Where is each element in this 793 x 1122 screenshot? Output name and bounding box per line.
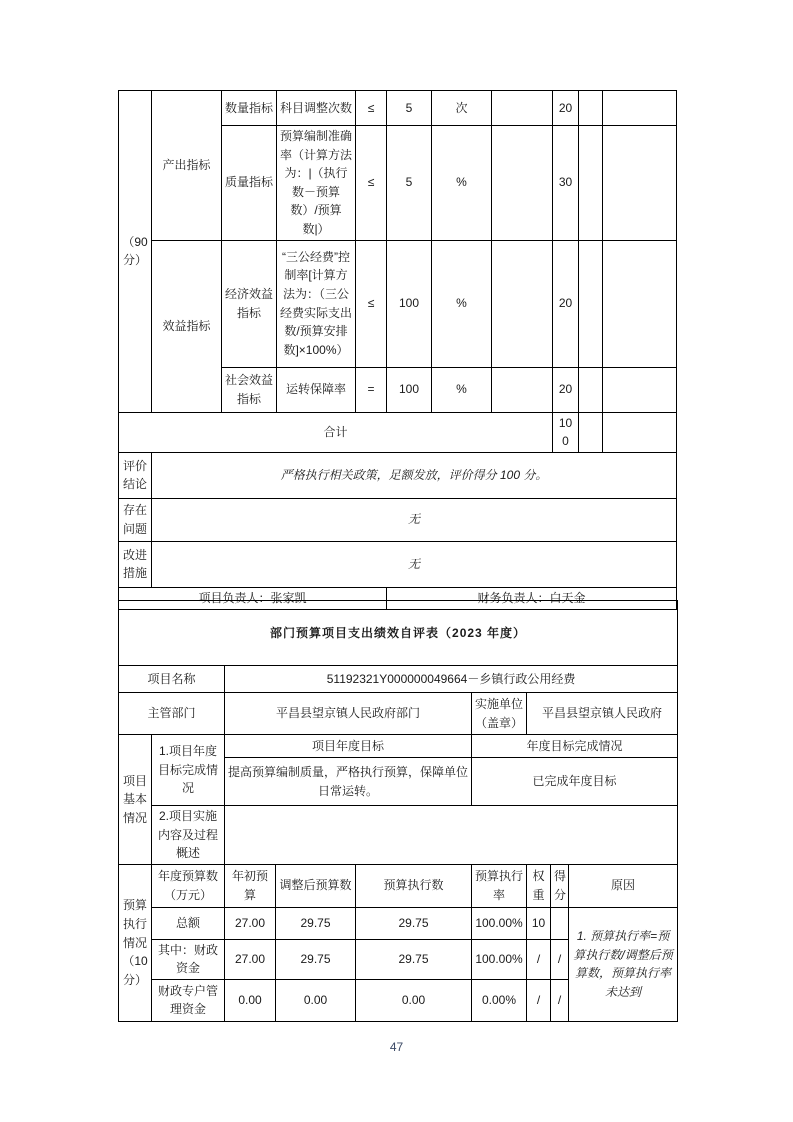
budget-rate-cell: 100.00% — [472, 939, 527, 979]
improvement-text: 无 — [152, 541, 677, 587]
indicator-blank-cell — [603, 126, 677, 241]
indicator-blank-cell — [603, 367, 677, 412]
indicator-blank-cell — [492, 240, 553, 367]
finance-manager-signature: 财务负责人：白天金 — [387, 587, 677, 609]
budget-row-label: 财政专户管理资金 — [152, 979, 225, 1021]
budget-weight-cell: / — [527, 939, 551, 979]
indicator-type-cell: 社会效益指标 — [222, 367, 277, 412]
indicator-op-cell: = — [356, 367, 387, 412]
indicator-unit-cell: % — [432, 367, 492, 412]
indicator-target-cell: 5 — [387, 91, 432, 126]
impl-unit-value: 平昌县望京镇人民政府 — [527, 693, 678, 735]
indicator-op-cell: ≤ — [356, 240, 387, 367]
project-name-label: 项目名称 — [119, 666, 225, 693]
budget-executed-cell: 29.75 — [356, 907, 472, 939]
header-executed-budget: 预算执行数 — [356, 864, 472, 907]
budget-adjusted-cell: 0.00 — [276, 979, 356, 1021]
indicator-blank-cell — [492, 126, 553, 241]
header-reason: 原因 — [569, 864, 678, 907]
goal-status-text: 已完成年度目标 — [472, 758, 678, 806]
indicator-blank-cell — [492, 91, 553, 126]
header-weight: 权重 — [527, 864, 551, 907]
budget-initial-cell: 27.00 — [225, 939, 276, 979]
indicator-blank-cell — [579, 126, 603, 241]
indicator-type-cell: 数量指标 — [222, 91, 277, 126]
indicator-target-cell: 100 — [387, 367, 432, 412]
header-execution-rate: 预算执行率 — [472, 864, 527, 907]
benefit-category-cell: 效益指标 — [152, 240, 222, 412]
budget-rate-cell: 100.00% — [472, 907, 527, 939]
indicator-name-cell: 科目调整次数 — [277, 91, 356, 126]
budget-rate-cell: 0.00% — [472, 979, 527, 1021]
indicator-blank-cell — [579, 240, 603, 367]
impl-unit-label: 实施单位（盖章） — [472, 693, 527, 735]
indicator-score-cell: 20 — [553, 240, 579, 367]
performance-indicator-table — [118, 90, 677, 610]
indicator-unit-cell: % — [432, 240, 492, 367]
budget-row-label: 其中：财政资金 — [152, 939, 225, 979]
budget-weight-cell: 10 — [527, 907, 551, 939]
problems-label: 存在问题 — [119, 498, 152, 541]
project-name-value: 51192321Y000000049664－乡镇行政公用经费 — [225, 666, 678, 693]
reason-cell: 1. 预算执行率=预算执行数/调整后预算数，预算执行率未达到 — [569, 907, 678, 1021]
budget-score-cell: / — [551, 939, 569, 979]
budget-weight-cell: / — [527, 979, 551, 1021]
impl-desc-label: 2.项目实施内容及过程概述 — [152, 806, 225, 865]
budget-score-cell: / — [551, 979, 569, 1021]
improvement-label: 改进措施 — [119, 541, 152, 587]
indicator-blank-cell — [579, 412, 603, 452]
budget-exec-label: 预算执行情况（10 分） — [119, 864, 152, 1021]
basic-info-label: 项目基本情况 — [119, 735, 152, 865]
total-label-cell: 合计 — [119, 412, 553, 452]
project-manager-signature: 项目负责人：张家凯 — [119, 587, 387, 609]
indicator-unit-cell: % — [432, 126, 492, 241]
indicator-score-cell: 20 — [553, 91, 579, 126]
indicator-op-cell: ≤ — [356, 91, 387, 126]
indicator-target-cell: 5 — [387, 126, 432, 241]
conclusion-label: 评价结论 — [119, 452, 152, 498]
problems-text: 无 — [152, 498, 677, 541]
budget-row-label: 总额 — [152, 907, 225, 939]
budget-row-header: 年度预算数（万元） — [152, 864, 225, 907]
page-number: 47 — [389, 1040, 404, 1054]
total-score-cell: 100 — [553, 412, 579, 452]
conclusion-text: 严格执行相关政策，足额发放，评价得分 100 分。 — [152, 452, 677, 498]
section-score-cell: （90 分） — [119, 91, 152, 413]
header-score: 得分 — [551, 864, 569, 907]
annual-goal-header: 项目年度目标 — [225, 735, 472, 758]
indicator-type-cell: 经济效益指标 — [222, 240, 277, 367]
indicator-score-cell: 30 — [553, 126, 579, 241]
goal-status-header: 年度目标完成情况 — [472, 735, 678, 758]
indicator-blank-cell — [603, 240, 677, 367]
department-value: 平昌县望京镇人民政府部门 — [225, 693, 472, 735]
budget-initial-cell: 27.00 — [225, 907, 276, 939]
budget-score-cell — [551, 907, 569, 939]
budget-executed-cell: 0.00 — [356, 979, 472, 1021]
indicator-type-cell: 质量指标 — [222, 126, 277, 241]
table-title: 部门预算项目支出绩效自评表（2023 年度） — [119, 601, 678, 666]
indicator-blank-cell — [579, 367, 603, 412]
output-category-cell: 产出指标 — [152, 91, 222, 241]
annual-goal-text: 提高预算编制质量，严格执行预算，保障单位日常运转。 — [225, 758, 472, 806]
indicator-name-cell: 运转保障率 — [277, 367, 356, 412]
indicator-blank-cell — [603, 91, 677, 126]
budget-executed-cell: 29.75 — [356, 939, 472, 979]
header-initial-budget: 年初预算 — [225, 864, 276, 907]
indicator-blank-cell — [603, 412, 677, 452]
indicator-name-cell: “三公经费”控制率[计算方法为：（三公经费实际支出数/预算安排数]×100%） — [277, 240, 356, 367]
self-evaluation-table — [118, 600, 678, 1022]
impl-desc-value — [225, 806, 678, 865]
indicator-score-cell: 20 — [553, 367, 579, 412]
indicator-target-cell: 100 — [387, 240, 432, 367]
goal-row-label: 1.项目年度目标完成情况 — [152, 735, 225, 806]
indicator-unit-cell: 次 — [432, 91, 492, 126]
header-adjusted-budget: 调整后预算数 — [276, 864, 356, 907]
department-label: 主管部门 — [119, 693, 225, 735]
indicator-name-cell: 预算编制准确率（计算方法为：|（执行数－预算数）/预算数|） — [277, 126, 356, 241]
budget-initial-cell: 0.00 — [225, 979, 276, 1021]
indicator-blank-cell — [579, 91, 603, 126]
budget-adjusted-cell: 29.75 — [276, 907, 356, 939]
indicator-op-cell: ≤ — [356, 126, 387, 241]
budget-adjusted-cell: 29.75 — [276, 939, 356, 979]
indicator-blank-cell — [492, 367, 553, 412]
